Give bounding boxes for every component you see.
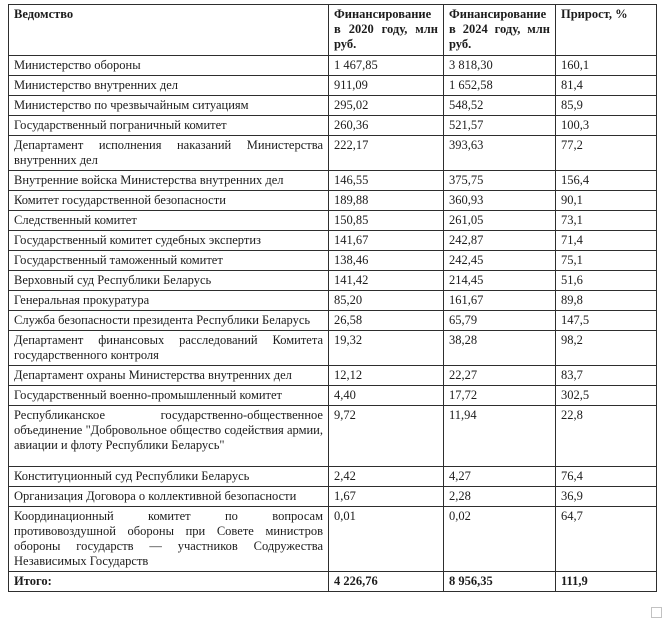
financing-2024-cell: 242,45 — [444, 251, 556, 271]
table-row — [9, 331, 657, 366]
total-label-cell: Итого: — [9, 572, 329, 592]
table-row — [9, 136, 657, 171]
growth-cell: 100,3 — [556, 116, 657, 136]
financing-2024-cell: 360,93 — [444, 191, 556, 211]
agency-cell: Государственный пограничный комитет — [9, 116, 329, 136]
growth-cell: 85,9 — [556, 96, 657, 116]
financing-2020-cell: 150,85 — [329, 211, 444, 231]
financing-2024-cell: 548,52 — [444, 96, 556, 116]
column-header-financing-2020: Финансирование в 2020 году, млн руб. — [329, 5, 444, 56]
financing-2020-cell: 26,58 — [329, 311, 444, 331]
table-row — [9, 386, 657, 406]
financing-2024-cell: 0,02 — [444, 507, 556, 572]
table-row — [9, 406, 657, 467]
growth-cell: 160,1 — [556, 56, 657, 76]
growth-cell: 64,7 — [556, 507, 657, 572]
financing-2020-cell: 9,72 — [329, 406, 444, 467]
table-row — [9, 211, 657, 231]
agency-cell: Министерство по чрезвычайным ситуациям — [9, 96, 329, 116]
growth-cell: 75,1 — [556, 251, 657, 271]
financing-2020-cell: 911,09 — [329, 76, 444, 96]
table-header — [9, 5, 657, 56]
financing-2020-cell: 189,88 — [329, 191, 444, 211]
table-footer — [9, 572, 657, 592]
financing-2020-cell: 146,55 — [329, 171, 444, 191]
financing-2020-cell: 4,40 — [329, 386, 444, 406]
agency-cell: Генеральная прокуратура — [9, 291, 329, 311]
financing-2020-cell: 260,36 — [329, 116, 444, 136]
financing-2020-cell: 1,67 — [329, 487, 444, 507]
agency-cell: Верховный суд Республики Беларусь — [9, 271, 329, 291]
table-row — [9, 467, 657, 487]
growth-cell: 71,4 — [556, 231, 657, 251]
financing-2024-cell: 161,67 — [444, 291, 556, 311]
agency-cell: Министерство внутренних дел — [9, 76, 329, 96]
financing-2024-cell: 17,72 — [444, 386, 556, 406]
growth-cell: 76,4 — [556, 467, 657, 487]
table-row — [9, 271, 657, 291]
financing-2024-cell: 38,28 — [444, 331, 556, 366]
agency-cell: Конституционный суд Республики Беларусь — [9, 467, 329, 487]
table-row — [9, 291, 657, 311]
financing-2020-cell: 1 467,85 — [329, 56, 444, 76]
financing-2024-cell: 65,79 — [444, 311, 556, 331]
financing-2020-cell: 222,17 — [329, 136, 444, 171]
agency-cell: Государственный военно-промышленный комитет — [9, 386, 329, 406]
financing-2020-cell: 141,67 — [329, 231, 444, 251]
agency-cell: Организация Договора о коллективной безопасности — [9, 487, 329, 507]
agency-cell: Следственный комитет — [9, 211, 329, 231]
header-row — [9, 5, 657, 56]
growth-cell: 302,5 — [556, 386, 657, 406]
total-growth-cell: 111,9 — [556, 572, 657, 592]
financing-2024-cell: 242,87 — [444, 231, 556, 251]
table-row — [9, 311, 657, 331]
financing-2024-cell: 1 652,58 — [444, 76, 556, 96]
agency-cell: Департамент финансовых расследований Комитета государственного контроля — [9, 331, 329, 366]
financing-2024-cell: 393,63 — [444, 136, 556, 171]
column-header-financing-2024: Финансирование в 2024 году, млн руб. — [444, 5, 556, 56]
financing-2024-cell: 3 818,30 — [444, 56, 556, 76]
financing-2024-cell: 261,05 — [444, 211, 556, 231]
column-header-growth: Прирост, % — [556, 5, 657, 56]
table-row — [9, 96, 657, 116]
growth-cell: 73,1 — [556, 211, 657, 231]
column-header-agency: Ведомство — [9, 5, 329, 56]
financing-2024-cell: 2,28 — [444, 487, 556, 507]
financing-2024-cell: 375,75 — [444, 171, 556, 191]
growth-cell: 36,9 — [556, 487, 657, 507]
table-row — [9, 487, 657, 507]
growth-cell: 83,7 — [556, 366, 657, 386]
growth-cell: 22,8 — [556, 406, 657, 467]
growth-cell: 147,5 — [556, 311, 657, 331]
growth-cell: 81,4 — [556, 76, 657, 96]
table-row — [9, 507, 657, 572]
table-row — [9, 231, 657, 251]
agency-cell: Министерство обороны — [9, 56, 329, 76]
growth-cell: 90,1 — [556, 191, 657, 211]
financing-2024-cell: 11,94 — [444, 406, 556, 467]
financing-2020-cell: 295,02 — [329, 96, 444, 116]
growth-cell: 89,8 — [556, 291, 657, 311]
agency-cell: Государственный таможенный комитет — [9, 251, 329, 271]
budget-table — [8, 4, 657, 592]
agency-cell: Служба безопасности президента Республики Беларусь — [9, 311, 329, 331]
agency-cell: Государственный комитет судебных экспертиз — [9, 231, 329, 251]
financing-2024-cell: 214,45 — [444, 271, 556, 291]
table-body — [9, 56, 657, 572]
total-financing-2024-cell: 8 956,35 — [444, 572, 556, 592]
table-row — [9, 76, 657, 96]
agency-cell: Департамент исполнения наказаний Министерства внутренних дел — [9, 136, 329, 171]
agency-cell: Департамент охраны Министерства внутренних дел — [9, 366, 329, 386]
growth-cell: 51,6 — [556, 271, 657, 291]
agency-cell: Комитет государственной безопасности — [9, 191, 329, 211]
table-row — [9, 116, 657, 136]
table-row — [9, 251, 657, 271]
financing-2020-cell: 138,46 — [329, 251, 444, 271]
agency-cell: Внутренние войска Министерства внутренних дел — [9, 171, 329, 191]
financing-2020-cell: 0,01 — [329, 507, 444, 572]
financing-2020-cell: 19,32 — [329, 331, 444, 366]
financing-2024-cell: 22,27 — [444, 366, 556, 386]
financing-2020-cell: 141,42 — [329, 271, 444, 291]
agency-cell: Республиканское государственно-общественное объединение "Добровольное общество содействия армии, авиации и флоту Республики Беларусь" — [9, 406, 329, 467]
financing-2024-cell: 521,57 — [444, 116, 556, 136]
growth-cell: 156,4 — [556, 171, 657, 191]
financing-2020-cell: 85,20 — [329, 291, 444, 311]
total-financing-2020-cell: 4 226,76 — [329, 572, 444, 592]
table-resize-handle-icon[interactable] — [651, 607, 662, 618]
table-row — [9, 171, 657, 191]
table-row — [9, 366, 657, 386]
financing-2020-cell: 2,42 — [329, 467, 444, 487]
financing-2020-cell: 12,12 — [329, 366, 444, 386]
financing-2024-cell: 4,27 — [444, 467, 556, 487]
growth-cell: 77,2 — [556, 136, 657, 171]
table-row — [9, 191, 657, 211]
agency-cell: Координационный комитет по вопросам противовоздушной обороны при Совете министров обороны государств — участников Содружества Независимых Государств — [9, 507, 329, 572]
table-row — [9, 56, 657, 76]
growth-cell: 98,2 — [556, 331, 657, 366]
total-row — [9, 572, 657, 592]
